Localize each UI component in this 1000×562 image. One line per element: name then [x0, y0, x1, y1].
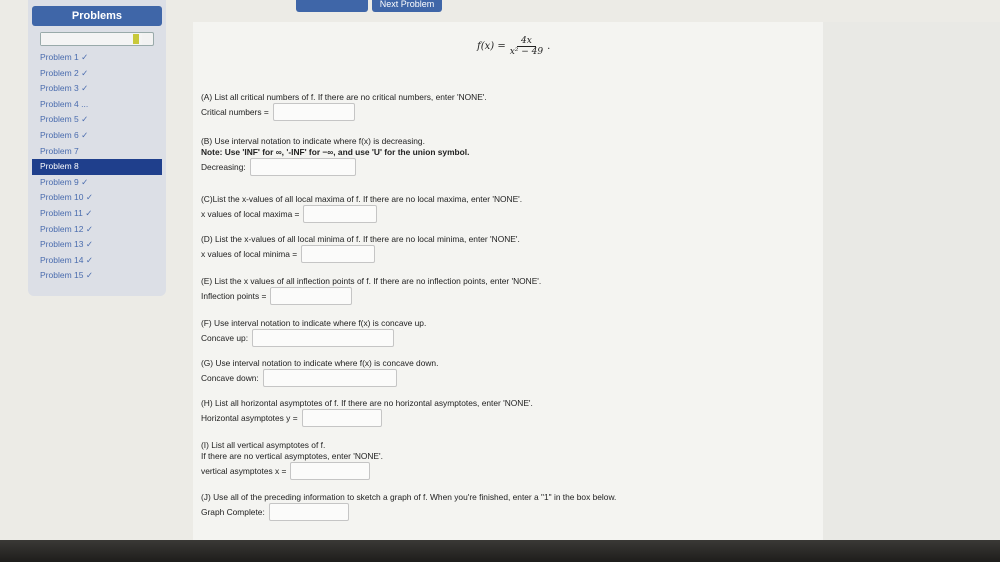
concave-up-input[interactable]	[252, 329, 394, 347]
right-pane	[823, 22, 1000, 540]
question-e	[201, 276, 541, 305]
question-i	[201, 440, 383, 480]
question-e-label: Inflection points =	[201, 290, 267, 301]
progress-fill	[41, 33, 142, 45]
question-c	[201, 194, 522, 223]
question-j-text: (J) Use all of the preceding information to sketch a graph of f. When you're finished, enter a "1" in the box below.	[201, 492, 617, 502]
sidebar-item-problem-8[interactable]: Problem 8	[32, 159, 162, 175]
question-c-text: (C)List the x-values of all local maxima of f. If there are no local maxima, enter 'NONE'.	[201, 194, 523, 204]
critical-numbers-input[interactable]	[273, 103, 355, 121]
question-d	[201, 234, 520, 263]
question-h-label: Horizontal asymptotes y =	[201, 412, 298, 423]
sidebar-item-problem-6[interactable]: Problem 6 ✓	[40, 129, 89, 140]
sidebar-item-problem-2[interactable]: Problem 2 ✓	[40, 67, 89, 78]
formula-denominator: x² − 49	[509, 47, 544, 57]
question-b-label: Decreasing:	[201, 161, 246, 172]
question-f-text: (F) Use interval notation to indicate where f(x) is concave up.	[201, 318, 427, 328]
sidebar-item-problem-1[interactable]: Problem 1 ✓	[40, 52, 89, 62]
formula-numerator: 4x	[517, 36, 536, 47]
formula-fraction	[510, 36, 543, 57]
question-d-text: (D) List the x-values of all local minima of f. If there are no local minima, enter 'NONE'.	[201, 234, 520, 244]
sidebar-item-problem-5[interactable]: Problem 5 ✓	[40, 114, 89, 125]
progress-marker	[133, 34, 139, 44]
question-a-label: Critical numbers =	[201, 106, 269, 117]
vertical-asymptotes-input[interactable]	[290, 462, 370, 480]
question-b-note: Note: Use 'INF' for ∞, '-INF' for −∞, and use 'U' for the union symbol.	[201, 147, 470, 157]
question-i-label: vertical asymptotes x =	[201, 465, 287, 476]
concave-down-input[interactable]	[263, 369, 397, 387]
question-f-label: Concave up:	[201, 332, 249, 343]
monitor-bezel	[0, 540, 1000, 562]
question-e-text: (E) List the x values of all inflection points of f. If there are no inflection points, enter 'NONE'.	[201, 276, 542, 286]
question-b	[201, 136, 469, 176]
question-j	[201, 492, 616, 521]
question-a	[201, 92, 487, 121]
progress-bar	[40, 32, 154, 46]
sidebar-item-problem-10[interactable]: Problem 10 ✓	[40, 192, 93, 203]
sidebar-item-problem-15[interactable]: Problem 15 ✓	[40, 270, 93, 281]
question-h-text: (H) List all horizontal asymptotes of f. If there are no horizontal asymptotes, enter 'NONE'.	[201, 398, 533, 408]
inflection-points-input[interactable]	[270, 287, 352, 305]
next-problem-button[interactable]: Next Problem	[372, 0, 442, 12]
sidebar-item-problem-11[interactable]: Problem 11 ✓	[40, 207, 93, 218]
local-minima-input[interactable]	[301, 245, 375, 263]
question-c-label: x values of local maxima =	[201, 208, 300, 219]
sidebar-item-problem-9[interactable]: Problem 9 ✓	[40, 176, 89, 187]
question-g-text: (G) Use interval notation to indicate where f(x) is concave down.	[201, 358, 439, 368]
question-b-text: (B) Use interval notation to indicate where f(x) is decreasing.	[201, 136, 425, 146]
sidebar-title: Problems	[32, 6, 162, 26]
problem-list	[32, 50, 162, 284]
question-a-text: (A) List all critical numbers of f. If there are no critical numbers, enter 'NONE'.	[201, 92, 487, 102]
question-d-label: x values of local minima =	[201, 248, 298, 259]
formula-lhs: f(x) =	[477, 41, 506, 52]
sidebar-item-problem-14[interactable]: Problem 14 ✓	[40, 254, 93, 265]
question-j-label: Graph Complete:	[201, 506, 265, 517]
question-g	[201, 358, 438, 387]
function-formula	[477, 36, 550, 57]
sidebar-item-problem-13[interactable]: Problem 13 ✓	[40, 239, 93, 250]
horizontal-asymptotes-input[interactable]	[302, 409, 382, 427]
question-i-text-2: If there are no vertical asymptotes, enter 'NONE'.	[201, 451, 383, 461]
formula-period: .	[547, 41, 551, 52]
sidebar-item-problem-7[interactable]: Problem 7	[40, 145, 79, 156]
question-h	[201, 398, 533, 427]
problem-list-button[interactable]	[296, 0, 368, 12]
sidebar-item-problem-3[interactable]: Problem 3 ✓	[40, 83, 89, 94]
question-g-label: Concave down:	[201, 372, 259, 383]
local-maxima-input[interactable]	[303, 205, 377, 223]
problems-sidebar	[28, 0, 166, 296]
sidebar-item-problem-4[interactable]: Problem 4 ...	[40, 98, 89, 109]
graph-complete-input[interactable]	[269, 503, 349, 521]
decreasing-input[interactable]	[250, 158, 356, 176]
sidebar-item-problem-12[interactable]: Problem 12 ✓	[40, 223, 93, 234]
question-f	[201, 318, 426, 347]
question-i-text: (I) List all vertical asymptotes of f.	[201, 440, 326, 450]
problem-content	[193, 22, 823, 540]
